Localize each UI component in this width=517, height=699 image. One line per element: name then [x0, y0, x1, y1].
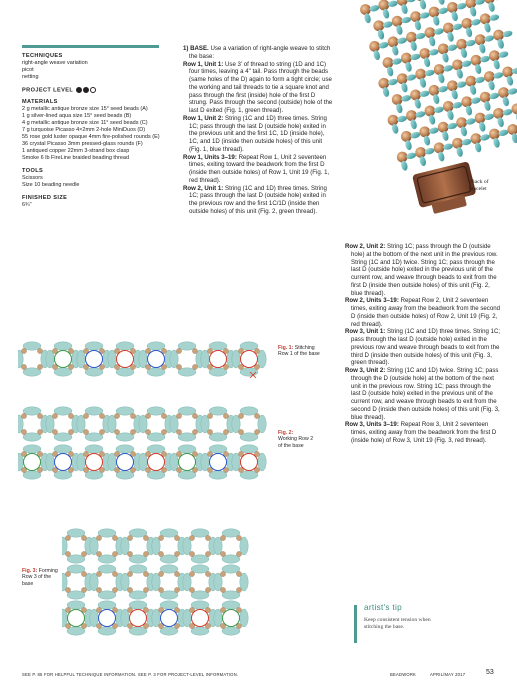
seed-bead [145, 429, 150, 434]
list-item: 2 g metallic antique bronze size 15° seed beads (A) [22, 106, 148, 113]
seed-bead [220, 571, 225, 576]
instruction-paragraph [183, 61, 334, 115]
seed-bead [21, 348, 26, 353]
paragraph-text: Repeat Row 3, Unit 2 seventeen times, exiting away from the beadwork from the first D (inside hole) of Row 3, Unit 19 (Fig. 3, red thread). [351, 421, 497, 444]
seed-bead [65, 587, 70, 592]
figure-1-label: Fig. 1: [278, 345, 294, 351]
seed-bead [83, 413, 88, 418]
thread-path [148, 454, 165, 471]
figure-2-caption [278, 430, 318, 449]
thread-path [117, 351, 134, 368]
seed-bead [205, 587, 210, 592]
thread-path [241, 351, 258, 368]
seed-bead [207, 413, 212, 418]
paragraph-text: Repeat Row 2, Unit 2 seventeen times, exiting away from the beadwork from the second D (inside then outside holes) of Row 2, Unit 19 (Fig. 2, red thread). [351, 297, 501, 328]
seed-bead [99, 413, 104, 418]
seed-bead [192, 348, 197, 353]
seed-bead [174, 571, 179, 576]
thread-path [210, 351, 227, 368]
list-item: 55 rose gold luster opaque 4mm fire-polished rounds (E) [22, 134, 160, 141]
seed-bead [37, 348, 42, 353]
thread-path [192, 610, 209, 627]
seed-bead [189, 535, 194, 540]
figure-3-diagram [62, 520, 312, 660]
tip-text: Keep consistent tension when stitching the base. [364, 617, 431, 630]
photo-caption-2: bracelet [469, 186, 487, 192]
seed-bead [68, 413, 73, 418]
seed-bead [236, 587, 241, 592]
seed-bead [189, 587, 194, 592]
instructions-column-3 [345, 243, 502, 445]
instruction-paragraph [345, 328, 502, 367]
paragraph-text: String 1C; pass through the D (outside hole) at the bottom of the next unit in the previous row. String (1C and 1D) twice. String 1C; pass through the last D (outside hole) exited in the previous unit of the current row, and weave through beads to exit from the first D (inside then outside holes) of this unit (Fig. 2, blue thread). [351, 243, 498, 297]
thread-path [130, 610, 147, 627]
list-item: netting [22, 74, 39, 80]
seed-bead [174, 535, 179, 540]
thread-path [99, 610, 116, 627]
thread-path [86, 351, 103, 368]
paragraph-text: Repeat Row 1, Unit 2 seventeen times, exiting toward the beadwork from the first D (inside then outside holes) of Row 1, Unit 19 (Fig. 1, red thread). [189, 153, 330, 184]
footer-issue: APRIL/MAY 2017 [430, 672, 466, 677]
seed-bead [205, 571, 210, 576]
paragraph-lead: Row 1, Units 3–19: [183, 153, 237, 161]
figure-3-label: Fig. 3: [22, 568, 38, 574]
seed-bead [205, 535, 210, 540]
instruction-paragraph [183, 154, 334, 185]
seed-bead [112, 535, 117, 540]
seed-bead [174, 551, 179, 556]
thread-path [55, 454, 72, 471]
figure-2-text: Working Row 2 of the base [278, 436, 314, 449]
figure-3-caption [22, 568, 60, 587]
thread-path [68, 610, 85, 627]
seed-bead [192, 364, 197, 369]
seed-bead [236, 551, 241, 556]
seed-bead [158, 587, 163, 592]
seed-bead [112, 571, 117, 576]
seed-bead [143, 571, 148, 576]
seed-bead [143, 535, 148, 540]
figure-1-text: Stitching Row 1 of the base [278, 345, 320, 358]
list-item: 7 g turquoise Picasso 4×2mm 2-hole MiniDuos (D) [22, 127, 146, 134]
list-item: picot [22, 67, 34, 73]
seed-bead [238, 429, 243, 434]
finished-size-value: 6¾" [22, 202, 32, 209]
tools-list [22, 175, 162, 189]
materials-list [22, 106, 162, 162]
list-item: 36 crystal Picasso 3mm pressed-glass rounds (F) [22, 141, 143, 148]
tip-title: artist's tip [364, 603, 402, 612]
list-item: Size 10 beading needle [22, 182, 80, 189]
seed-bead [114, 429, 119, 434]
seed-bead [127, 571, 132, 576]
seed-bead [143, 587, 148, 592]
seed-bead [220, 535, 225, 540]
materials-heading: MATERIALS [22, 99, 58, 106]
seed-bead [189, 571, 194, 576]
seed-bead [189, 551, 194, 556]
seed-bead [223, 429, 228, 434]
seed-bead [52, 413, 57, 418]
photo-aqua-bead [419, 0, 427, 10]
project-level-dots [75, 87, 96, 93]
seed-bead [174, 587, 179, 592]
seed-bead [21, 364, 26, 369]
seed-bead [96, 587, 101, 592]
seed-bead [37, 413, 42, 418]
photo-caption-1: Back of [471, 179, 489, 185]
paragraph-text: String (1C and 1D) three times. String 1C; pass through the last D (outside hole) exited in the previous row and weave through beads to exit from the third D (inside then outside holes) of this unit (Fig. 3, green thread). [351, 328, 501, 367]
seed-bead [192, 429, 197, 434]
sidebar-top-rule [22, 45, 159, 48]
tip-accent-bar [354, 605, 357, 643]
techniques-heading: TECHNIQUES [22, 53, 63, 59]
thread-path [241, 454, 258, 471]
thread-path [24, 454, 41, 471]
paragraph-lead: Row 1, Unit 2: [183, 114, 224, 122]
seed-bead [127, 535, 132, 540]
list-item: 1 antiqued copper 22mm 3-strand box clasp [22, 148, 130, 155]
seed-bead [220, 551, 225, 556]
instruction-paragraph [183, 45, 334, 61]
bracelet-photo [352, 0, 517, 228]
paragraph-lead: Row 1, Unit 1: [183, 60, 224, 68]
project-level [22, 87, 162, 93]
thread-path [86, 454, 103, 471]
seed-bead [81, 551, 86, 556]
instruction-paragraph [183, 185, 334, 216]
photo-aqua-bead [437, 0, 445, 5]
seed-bead [176, 429, 181, 434]
seed-bead [161, 429, 166, 434]
step-label: 1) BASE. [183, 45, 211, 52]
seed-bead [83, 429, 88, 434]
seed-bead [223, 413, 228, 418]
sidebar [22, 53, 162, 209]
thread-path [148, 351, 165, 368]
project-level-label: PROJECT LEVEL [22, 87, 74, 94]
instruction-paragraph [183, 115, 334, 154]
thread-path [223, 610, 240, 627]
instruction-paragraph [345, 243, 502, 297]
level-dot-icon [83, 87, 89, 93]
footer-note: SEE P. 85 FOR HELPFUL TECHNIQUE INFORMATION. SEE P. 3 FOR PROJECT-LEVEL INFORMATION. [22, 672, 239, 677]
seed-bead [161, 413, 166, 418]
seed-bead [65, 535, 70, 540]
figure-3-text: Forming Row 3 of the base [22, 568, 58, 587]
thread-path [55, 351, 72, 368]
level-dot-icon [90, 87, 96, 93]
paragraph-text: String (1C and 1D) three times. String 1C; pass through the last D (outside hole) exited in the previous unit and the first 1C, 1D (inside hole), 1C, and 1D (inside then outside holes) of this unit (Fig. 1, blue thread). [189, 114, 327, 153]
seed-bead [236, 535, 241, 540]
seed-bead [236, 571, 241, 576]
paragraph-text: String (1C and 1D) three times. String 1C; pass through the last D (outside hole) exited in the previous row and the first 1C/1D (inside then outside holes) of this unit (Fig. 2, green thread). [189, 184, 327, 215]
page-number: 53 [486, 669, 494, 676]
seed-bead [158, 571, 163, 576]
seed-bead [220, 587, 225, 592]
seed-bead [112, 551, 117, 556]
techniques-list [22, 60, 162, 81]
paragraph-lead: Row 2, Unit 2: [345, 243, 386, 250]
figure-1-diagram [18, 330, 268, 388]
photo-aqua-bead [474, 0, 485, 6]
seed-bead [158, 551, 163, 556]
seed-bead [21, 413, 26, 418]
instructions-column-2 [183, 45, 334, 216]
seed-bead [127, 551, 132, 556]
list-item: Scissors [22, 175, 43, 182]
seed-bead [207, 429, 212, 434]
seed-bead [130, 413, 135, 418]
paragraph-lead: Row 3, Units 3–19: [345, 421, 399, 429]
paragraph-lead: Row 2, Units 3–19: [345, 297, 399, 305]
paragraph-lead: Row 3, Unit 2: [345, 367, 386, 374]
seed-bead [254, 429, 259, 434]
seed-bead [205, 551, 210, 556]
photo-aqua-bead [493, 0, 504, 1]
list-item: 1 g silver-lined aqua size 15° seed beads (B) [22, 113, 132, 120]
list-item: Smoke 6 lb FireLine braided beading thread [22, 155, 130, 162]
figure-2-diagram [18, 398, 268, 498]
level-dot-icon [76, 87, 82, 93]
seed-bead [96, 571, 101, 576]
seed-bead [114, 413, 119, 418]
seed-bead [21, 429, 26, 434]
seed-bead [145, 413, 150, 418]
seed-bead [68, 429, 73, 434]
seed-bead [52, 429, 57, 434]
seed-bead [158, 535, 163, 540]
thread-path [117, 454, 134, 471]
paragraph-lead: Row 2, Unit 1: [183, 184, 224, 192]
list-item: right-angle weave variation [22, 60, 88, 66]
seed-bead [96, 551, 101, 556]
seed-bead [192, 413, 197, 418]
list-item: 4 g metallic antique bronze size 11° seed beads (C) [22, 120, 148, 127]
seed-bead [65, 551, 70, 556]
instruction-paragraph [345, 367, 502, 421]
instruction-paragraph [345, 421, 502, 444]
seed-bead [254, 413, 259, 418]
seed-bead [112, 587, 117, 592]
figure-2-label: Fig. 2: [278, 430, 294, 436]
seed-bead [176, 364, 181, 369]
seed-bead [127, 587, 132, 592]
thread-path [161, 610, 178, 627]
thread-path [179, 454, 196, 471]
footer-magazine: BEADWORK [390, 672, 417, 677]
paragraph-text: Use a variation of right-angle weave to stitch the base: [189, 45, 331, 60]
seed-bead [96, 535, 101, 540]
artists-tip-box [354, 603, 454, 643]
photo-aqua-bead [456, 0, 464, 1]
seed-bead [130, 429, 135, 434]
seed-bead [143, 551, 148, 556]
figure-1-caption [278, 345, 323, 358]
paragraph-text: String (1C and 1D) twice. String 1C; pass through the D (outside hole) at the bottom of the next unit in the previous row. String 1C; pass through the last D (outside hole) exited in the previous unit of the current row, and weave through beads to exit from the second D (inside then outside holes) of this unit (Fig. 3, blue thread). [351, 367, 500, 421]
seed-bead [99, 429, 104, 434]
seed-bead [81, 571, 86, 576]
seed-bead [238, 413, 243, 418]
instruction-paragraph [345, 297, 502, 328]
seed-bead [37, 429, 42, 434]
seed-bead [37, 364, 42, 369]
seed-bead [81, 535, 86, 540]
paragraph-text: Use 3' of thread to string (1D and 1C) four times, leaving a 4" tail. Pass through the beads (same holes of the D) again to form a tight circle; use the working and tail threads to tie a square knot and pass through the first (inside) hole of the first D strung. Pass through the second (outside) hole of the last D exited (Fig. 1, green thread). [189, 60, 333, 114]
seed-bead [65, 571, 70, 576]
finished-size-heading: FINISHED SIZE [22, 195, 68, 202]
seed-bead [176, 348, 181, 353]
thread-path [210, 454, 227, 471]
seed-bead [176, 413, 181, 418]
tools-heading: TOOLS [22, 168, 44, 175]
seed-bead [81, 587, 86, 592]
paragraph-lead: Row 3, Unit 1: [345, 328, 386, 336]
